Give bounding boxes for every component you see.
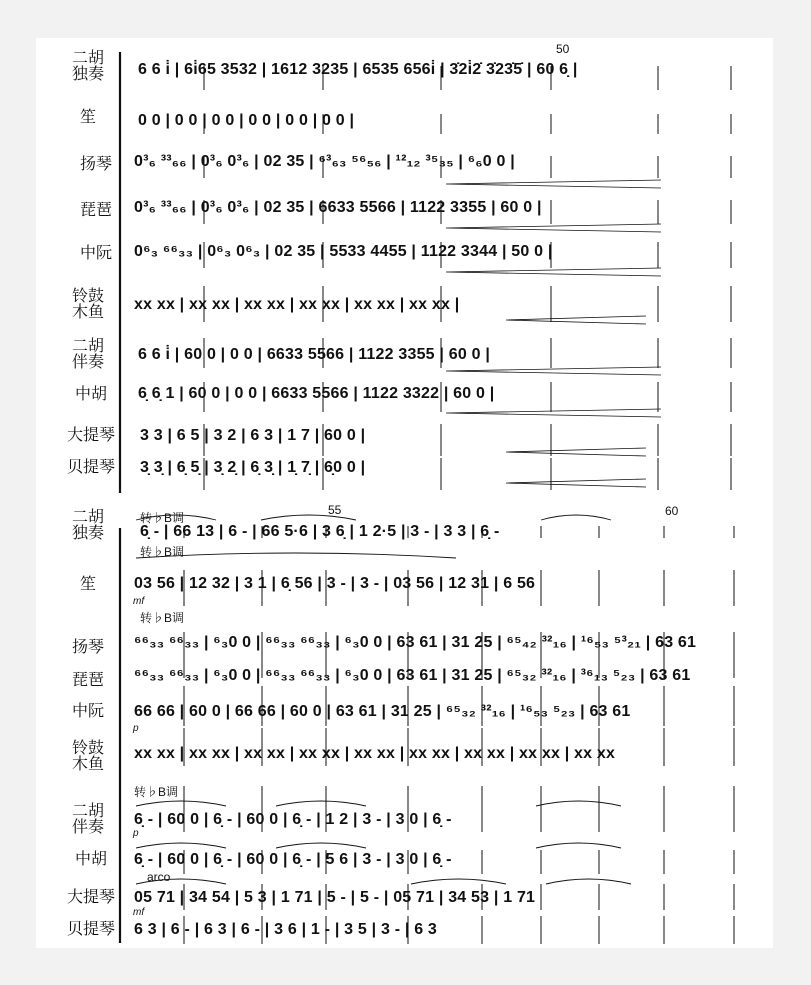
label-zhonghu: 中胡 bbox=[75, 851, 108, 868]
label-zhongruan: 中阮 bbox=[80, 245, 113, 262]
slur bbox=[136, 843, 226, 848]
label-erhu-solo: 二胡 独奏 bbox=[72, 509, 105, 542]
notes-zhonghu: 6̣ - | 60 0 | 6̣ - | 60 0 | 6̣ - | 5 6 | 3 - | 3 0 | 6̣ - bbox=[134, 851, 452, 868]
notes-yangqin: 0³₆ ³³₆₆ | 0³₆ 0³₆ | 02 35 | ⁶³₆₃ ⁵⁶₅₆ | ¹²₁₂ ³⁵₃₅ | ⁶₆0 0 | bbox=[134, 153, 515, 170]
notes-pipa: ⁶⁶₃₃ ⁶⁶₃₃ | ⁶₃0 0 | ⁶⁶₃₃ ⁶⁶₃₃ | ⁶₃0 0 | 63 61 | 31 25 | ⁶⁵₃₂ ³²₁₆ | ³⁶₁₃ ⁵₂₃ | 63 61 bbox=[134, 667, 691, 684]
label-yangqin: 扬琴 bbox=[80, 156, 113, 173]
key-change-sheng: 转♭B调 bbox=[140, 545, 185, 559]
notes-cello: 3 3 | 6 5 | 3 2 | 6 3 | 1 7 | 60 0 | bbox=[140, 427, 366, 444]
label-yangqin: 扬琴 bbox=[72, 639, 105, 656]
label-erhu-accomp: 二胡 伴奏 bbox=[72, 803, 105, 836]
slur bbox=[136, 801, 226, 806]
dynamic-mark: p bbox=[133, 828, 139, 839]
dynamic-mark: mf bbox=[133, 596, 145, 607]
notes-bass: 3̣ 3̣ | 6̣ 5̣ | 3̣ 2̣ | 6̣ 3̣ | 1̣ 7̣ | 6̣0 0 | bbox=[140, 459, 366, 476]
notes-zhonghu: 6̣ 6̣ 1 | 60 0 | 0 0 | 6633 5566 | 1122 3322 | 60 0 | bbox=[138, 385, 495, 402]
crescendo-mark bbox=[446, 367, 661, 375]
notes-erhu-accomp: 6 6 i̇ | 60 0 | 0 0 | 6633 5566 | 1122 3355 | 60 0 | bbox=[138, 346, 490, 363]
notes-sheng: 03 56 | 12 32 | 3 1 | 6̣ 56 | 3 - | 3 - | 03 56 | 12 31 | 6 56 bbox=[134, 575, 536, 592]
label-bass: 贝提琴 bbox=[67, 921, 116, 938]
label-zhonghu: 中胡 bbox=[75, 386, 108, 403]
notes-erhu-solo: 6̣ - | 66 13 | 6 - | 66 5·6 | 3 6̣ | 1 2·5 | 3 - | 3 3 | 6̣ - bbox=[140, 523, 500, 540]
slur bbox=[276, 801, 366, 806]
crescendo-mark bbox=[446, 180, 661, 188]
notes-zhongruan: 0⁶₃ ⁶⁶₃₃ | 0⁶₃ 0⁶₃ | 02 35 | 5533 4455 | 1122 3344 | 50 0 | bbox=[134, 243, 553, 260]
label-sheng: 笙 bbox=[80, 109, 97, 126]
crescendo-mark bbox=[446, 224, 661, 232]
notes-cello: 05 71 | 34 54 | 5 3 | 1 71 | 5 - | 5 - | 05 71 | 34 53 | 1 71 bbox=[134, 889, 536, 906]
slur bbox=[261, 515, 356, 520]
notes-pipa: 0³₆ ³³₆₆ | 0³₆ 0³₆ | 02 35 | 6633 5566 | 1122 3355 | 60 0 | bbox=[134, 199, 542, 216]
notes-erhu-solo: 6 6 i̇ | 6i̇65 3532 | 1612 3235 | 6535 656i̇ | 3̇2i̇2̇ 3̇23̇5̇ | 60 6̣ | bbox=[138, 61, 578, 78]
label-bass: 贝提琴 bbox=[67, 459, 116, 476]
measure-number: 50 bbox=[556, 42, 570, 56]
dynamic-mark: mf bbox=[133, 907, 145, 918]
label-sheng: 笙 bbox=[80, 576, 97, 593]
key-change-plucked: 转♭B调 bbox=[140, 611, 185, 625]
label-erhu-solo: 二胡 独奏 bbox=[72, 50, 105, 83]
label-zhongruan: 中阮 bbox=[72, 703, 105, 720]
slur bbox=[541, 515, 611, 520]
measure-number: 60 bbox=[665, 504, 679, 518]
label-pipa: 琵琶 bbox=[80, 202, 113, 219]
label-linggu-muyu: 铃鼓 木鱼 bbox=[72, 740, 105, 773]
crescendo-mark bbox=[446, 409, 661, 417]
crescendo-mark bbox=[506, 448, 646, 456]
slur bbox=[536, 801, 621, 806]
key-change-strings: 转♭B调 bbox=[134, 785, 179, 799]
label-erhu-accomp: 二胡 伴奏 bbox=[72, 338, 105, 371]
label-cello: 大提琴 bbox=[67, 427, 116, 444]
slur bbox=[536, 843, 621, 848]
label-pipa: 琵琶 bbox=[72, 672, 105, 689]
crescendo-mark bbox=[506, 316, 646, 324]
slur bbox=[411, 879, 506, 884]
notes-bass: 6 3 | 6 - | 6 3 | 6 - | 3 6 | 1 - | 3 5 | 3 - | 6 3 bbox=[134, 921, 438, 938]
arco-mark: arco bbox=[147, 870, 171, 884]
notes-linggu-muyu: xx xx | xx xx | xx xx | xx xx | xx xx | xx xx | xx xx | xx xx | xx xx bbox=[134, 745, 616, 762]
dynamic-mark: p bbox=[133, 723, 139, 734]
label-cello: 大提琴 bbox=[67, 889, 116, 906]
measure-number: 55 bbox=[328, 503, 342, 517]
label-linggu-muyu: 铃鼓 木鱼 bbox=[72, 288, 105, 321]
crescendo-mark bbox=[446, 268, 661, 276]
notes-erhu-accomp: 6̣ - | 60 0 | 6̣ - | 60 0 | 6̣ - | 1 2 | 3 - | 3 0 | 6̣ - bbox=[134, 811, 452, 828]
notes-linggu-muyu: xx xx | xx xx | xx xx | xx xx | xx xx | xx xx | bbox=[134, 296, 460, 313]
crescendo-mark bbox=[506, 479, 646, 487]
notes-zhongruan: 66 66 | 60 0 | 66 66 | 60 0 | 63 61 | 31 25 | ⁶⁵₃₂ ³²₁₆ | ¹⁶₅₃ ⁵₂₃ | 63 61 bbox=[134, 703, 631, 720]
notes-yangqin: ⁶⁶₃₃ ⁶⁶₃₃ | ⁶₃0 0 | ⁶⁶₃₃ ⁶⁶₃₃ | ⁶₃0 0 | 63 61 | 31 25 | ⁶⁵₄₂ ³²₁₆ | ¹⁶₅₃ ⁵³₂₁ | 63 61 bbox=[134, 634, 697, 651]
key-change: 转♭B调 bbox=[140, 511, 185, 525]
slur bbox=[276, 843, 366, 848]
slur bbox=[546, 879, 631, 884]
notes-sheng: 0 0 | 0 0 | 0 0 | 0 0 | 0 0 | 0 0 | bbox=[138, 112, 355, 129]
